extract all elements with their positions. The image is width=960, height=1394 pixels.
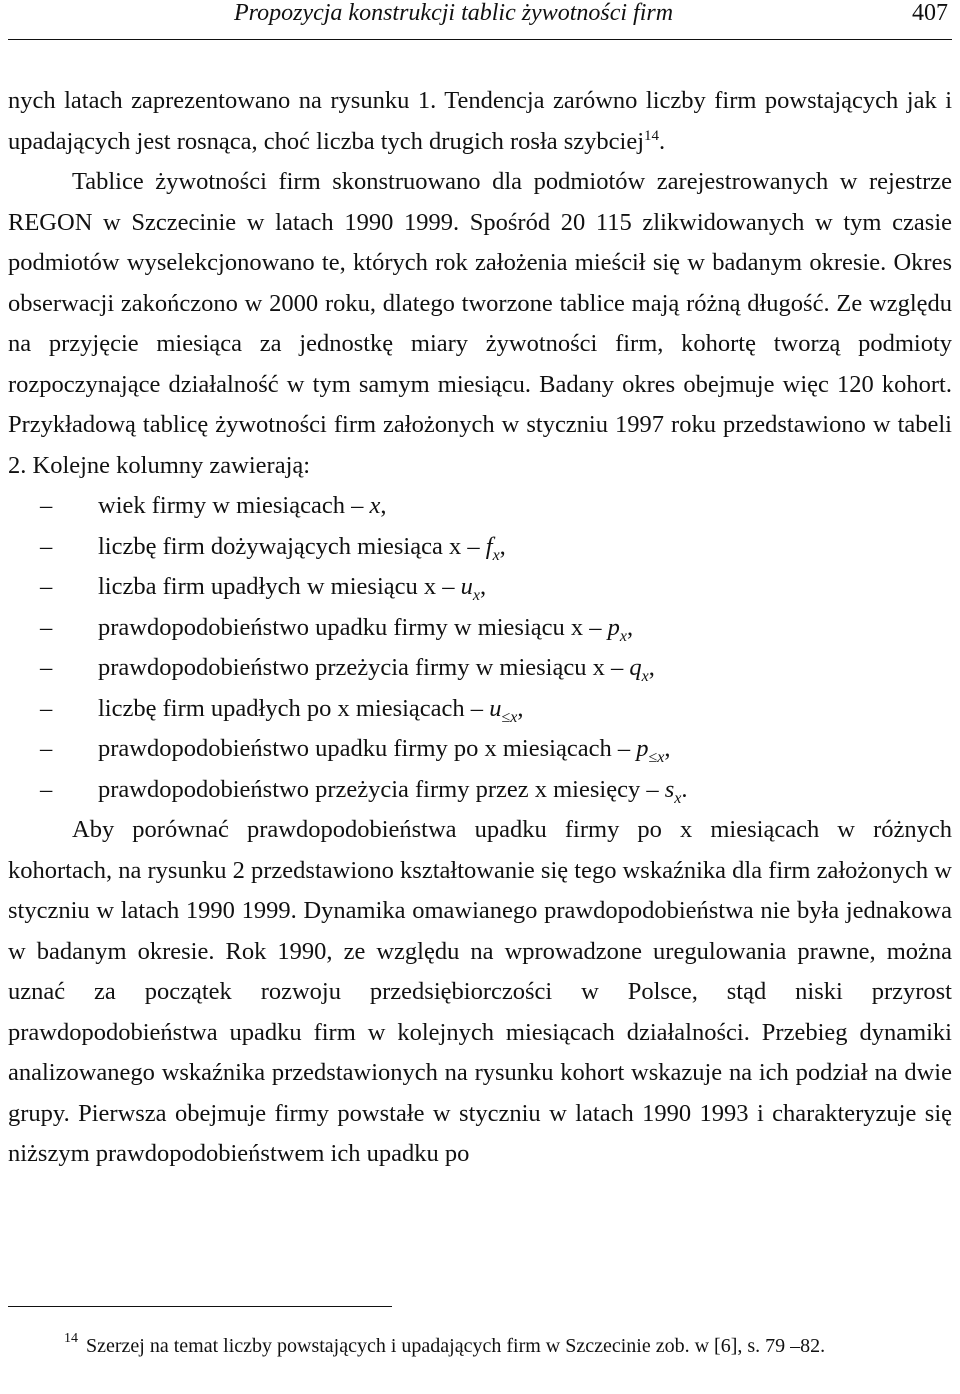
- list-item-end: ,: [648, 654, 655, 681]
- list-item-subscript: x: [674, 789, 682, 807]
- list-dash: –: [40, 613, 53, 641]
- list-item-subscript: ≤x: [501, 708, 518, 726]
- list-item-end: ,: [380, 492, 387, 519]
- body-text: [8, 81, 952, 1175]
- list-item: [8, 729, 952, 770]
- list-item: [8, 608, 952, 649]
- footnote-rule: [8, 1306, 392, 1307]
- list-item-end: ,: [517, 694, 524, 722]
- footnote-text: Szerzej na temat liczby powstających i upadających firm w Szczecinie zob. w [6], s. 79 –82.: [86, 1335, 826, 1357]
- paragraph-3: Aby porównać prawdopodobieństwa upadku firmy po x miesiącach w różnych kohortach, na rysunku 2 przedstawiono kształtowanie się tego wskaźnika dla firm założonych w styczniu w latach 1990 1999. Dynamika omawianego prawdopodobieństwa nie była jednakowa w badanym okresie. Rok 1990, ze względu na wprowadzone uregulowania prawne, można uznać za początek rozwoju przedsiębiorczości w Polsce, stąd niski przyrost prawdopodobieństwa upadku firm w kolejnych miesiącach działalności. Przebieg dynamiki analizowanego wskaźnika przedstawionych na rysunku kohort wskazuje na ich podział na dwie grupy. Pierwsza obejmuje firmy powstałe w styczniu w latach 1990 1993 i charakteryzuje się niższym prawdopodobieństwem ich upadku po: [8, 816, 952, 1167]
- list-item: [8, 527, 952, 568]
- list-item-end: ,: [664, 735, 671, 762]
- list-item: [8, 770, 952, 811]
- page-number: 407: [912, 0, 948, 26]
- list-item-subscript: ≤x: [648, 748, 665, 766]
- footnote: [8, 1330, 952, 1363]
- list-item-end: .: [681, 775, 688, 803]
- list-dash: –: [40, 492, 53, 519]
- list-item: [8, 567, 952, 608]
- list-item-symbol: p: [607, 613, 620, 641]
- list-item-symbol: u: [489, 694, 502, 722]
- list-item-text: wiek firmy w miesiącach –: [98, 492, 370, 519]
- list-item: [8, 689, 952, 730]
- list-item-symbol: x: [369, 492, 381, 519]
- list-dash: –: [40, 532, 53, 560]
- list-item-subscript: x: [492, 546, 500, 564]
- column-list: [8, 486, 952, 810]
- list-item-text: liczba firm upadłych w miesiącu x –: [98, 573, 461, 600]
- list-item-symbol: q: [629, 654, 642, 681]
- list-item-end: ,: [479, 573, 487, 600]
- paragraph-1-text: nych latach zaprezentowano na rysunku 1. Tendencja zarówno liczby firm powstających jak i upadających jest rosnąca, choć liczba tych drugich rosła szybciej: [8, 87, 952, 155]
- list-item-end: ,: [627, 613, 634, 641]
- list-dash: –: [40, 573, 53, 600]
- list-item-subscript: x: [641, 667, 649, 685]
- list-item-symbol: p: [636, 735, 649, 762]
- header-rule: [8, 39, 952, 40]
- list-item-subscript: x: [472, 586, 480, 604]
- list-item-text: liczbę firm dożywających miesiąca x –: [98, 532, 486, 560]
- list-item-text: prawdopodobieństwo przeżycia firmy w miesiącu x –: [98, 654, 630, 681]
- footnote-mark: 14: [64, 1331, 78, 1347]
- footnote-ref: 14: [644, 127, 660, 144]
- list-item-text: prawdopodobieństwo upadku firmy w miesiącu x –: [98, 613, 608, 641]
- list-dash: –: [40, 775, 53, 803]
- list-item-subscript: x: [619, 627, 628, 645]
- list-item: [8, 648, 952, 689]
- list-dash: –: [40, 735, 53, 762]
- header-title: Propozycja konstrukcji tablic żywotności firm: [234, 0, 674, 26]
- running-header: [8, 0, 952, 26]
- list-dash: –: [40, 654, 53, 681]
- list-item-end: ,: [499, 532, 506, 560]
- paragraph-2: Tablice żywotności firm skonstruowano dla podmiotów zarejestrowanych w rejestrze REGON w Szczecinie w latach 1990 1999. Spośród 20 115 zlikwidowanych w tym czasie podmiotów wyselekcjonowano te, których rok założenia mieścił się w badanym okresie. Okres obserwacji zakończono w 2000 roku, dlatego tworzone tablice mają różną długość. Ze względu na przyjęcie miesiąca za jednostkę miary żywotności firm, kohortę tworzą podmioty rozpoczynające działalność w tym samym miesiącu. Badany okres obejmuje więc 120 kohort. Przykładową tablicę żywotności firm założonych w styczniu 1997 roku przedstawiono w tabeli 2. Kolejne kolumny zawierają:: [8, 168, 952, 479]
- paragraph-1: [8, 81, 952, 162]
- list-item-text: prawdopodobieństwo przeżycia firmy przez x miesięcy –: [98, 775, 665, 803]
- list-item-symbol: f: [485, 532, 493, 560]
- list-item-symbol: s: [664, 775, 675, 803]
- list-dash: –: [40, 694, 53, 722]
- list-item-text: liczbę firm upadłych po x miesiącach –: [98, 694, 490, 722]
- list-item: [8, 486, 952, 527]
- list-item-symbol: u: [460, 573, 473, 600]
- paragraph-1-end: .: [659, 127, 666, 155]
- list-item-text: prawdopodobieństwo upadku firmy po x miesiącach –: [98, 735, 637, 762]
